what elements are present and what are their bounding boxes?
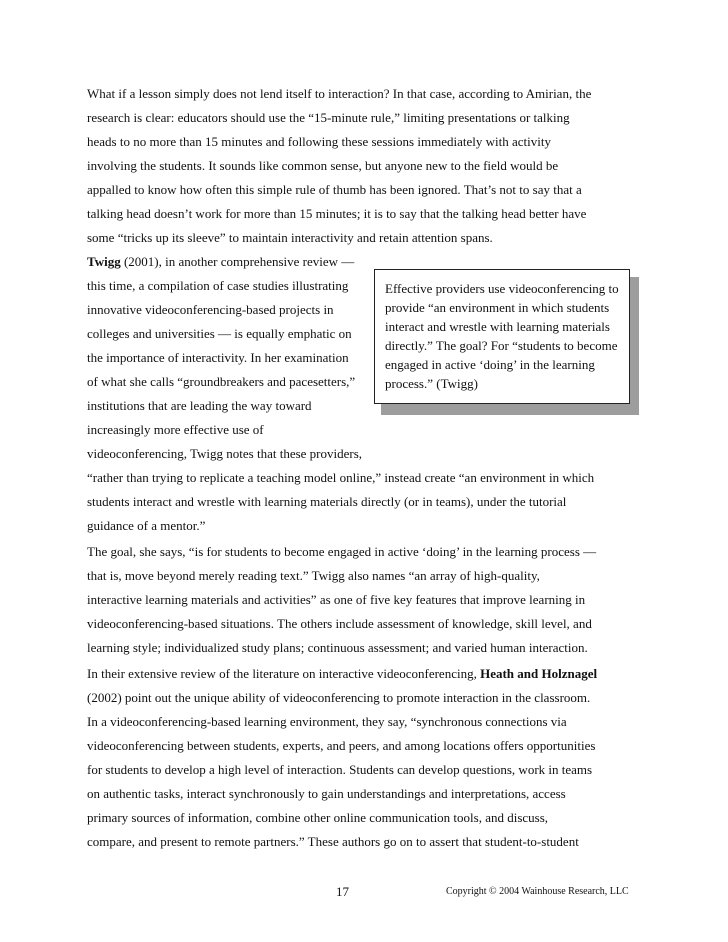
- text-line: some “tricks up its sleeve” to maintain interactivity and retain attention spans.: [87, 230, 493, 245]
- text-span: In their extensive review of the literature on interactive videoconferencing,: [87, 666, 481, 681]
- text-line: involving the students. It sounds like common sense, but anyone new to the field would be: [87, 158, 559, 173]
- callout-line: directly.” The goal? For “students to become: [385, 338, 618, 353]
- text-line: [87, 254, 354, 269]
- callout-line: provide “an environment in which students: [385, 300, 610, 315]
- text-line: increasingly more effective use of: [87, 422, 264, 437]
- pull-quote-callout: [374, 269, 630, 404]
- text-line: colleges and universities — is equally emphatic on: [87, 326, 352, 341]
- text-line: videoconferencing-based situations. The others include assessment of knowledge, skill level, and: [87, 616, 592, 631]
- callout-line: Effective providers use videoconferencing to: [385, 281, 619, 296]
- text-line: “rather than trying to replicate a teaching model online,” instead create “an environment in which: [87, 470, 595, 485]
- text-line: students interact and wrestle with learning materials directly (or in teams), under the tutorial: [87, 494, 567, 509]
- text-line: the importance of interactivity. In her examination: [87, 350, 349, 365]
- text-line: (2002) point out the unique ability of videoconferencing to promote interaction in the classroom.: [87, 690, 591, 705]
- text-line: videoconferencing between students, experts, and peers, and among locations offers opportunities: [87, 738, 596, 753]
- page-number: 17: [336, 884, 349, 899]
- copyright-notice: Copyright © 2004 Wainhouse Research, LLC: [446, 886, 629, 897]
- text-line: innovative videoconferencing-based projects in: [87, 302, 334, 317]
- text-line: talking head doesn’t work for more than 15 minutes; it is to say that the talking head better have: [87, 206, 587, 221]
- text-line: The goal, she says, “is for students to become engaged in active ‘doing’ in the learning process —: [87, 544, 597, 559]
- text-line: What if a lesson simply does not lend itself to interaction? In that case, according to Amirian, the: [87, 86, 592, 101]
- text-line: [87, 666, 597, 681]
- text-line: videoconferencing, Twigg notes that these providers,: [87, 446, 363, 461]
- text-line: heads to no more than 15 minutes and following these sessions immediately with activity: [87, 134, 551, 149]
- callout-line: interact and wrestle with learning materials: [385, 319, 610, 334]
- text-line: research is clear: educators should use the “15-minute rule,” limiting presentations or talking: [87, 110, 570, 125]
- text-line: institutions that are leading the way toward: [87, 398, 312, 413]
- text-line: appalled to know how often this simple rule of thumb has been ignored. That’s not to say that a: [87, 182, 582, 197]
- text-line: on authentic tasks, interact synchronously to gain understandings and interpretations, access: [87, 786, 566, 801]
- text-line: guidance of a mentor.”: [87, 518, 206, 533]
- author-name-bold: Twigg: [87, 254, 121, 269]
- text-line: that is, move beyond merely reading text.” Twigg also names “an array of high-quality,: [87, 568, 540, 583]
- text-line: of what she calls “groundbreakers and pacesetters,”: [87, 374, 356, 389]
- callout-line: engaged in active ‘doing’ in the learning: [385, 357, 595, 372]
- callout-line: process.” (Twigg): [385, 376, 478, 391]
- text-line: In a videoconferencing-based learning environment, they say, “synchronous connections via: [87, 714, 567, 729]
- text-line: for students to develop a high level of interaction. Students can develop questions, work in teams: [87, 762, 593, 777]
- author-name-bold: Heath and Holznagel: [480, 666, 598, 681]
- text-line: interactive learning materials and activities” as one of five key features that improve learning in: [87, 592, 586, 607]
- text-line: learning style; individualized study plans; continuous assessment; and varied human interaction.: [87, 640, 588, 655]
- text-line: this time, a compilation of case studies illustrating: [87, 278, 349, 293]
- text-span: (2001), in another comprehensive review —: [120, 254, 355, 269]
- text-line: primary sources of information, combine other online communication tools, and discuss,: [87, 810, 549, 825]
- text-line: compare, and present to remote partners.” These authors go on to assert that student-to-student: [87, 834, 579, 849]
